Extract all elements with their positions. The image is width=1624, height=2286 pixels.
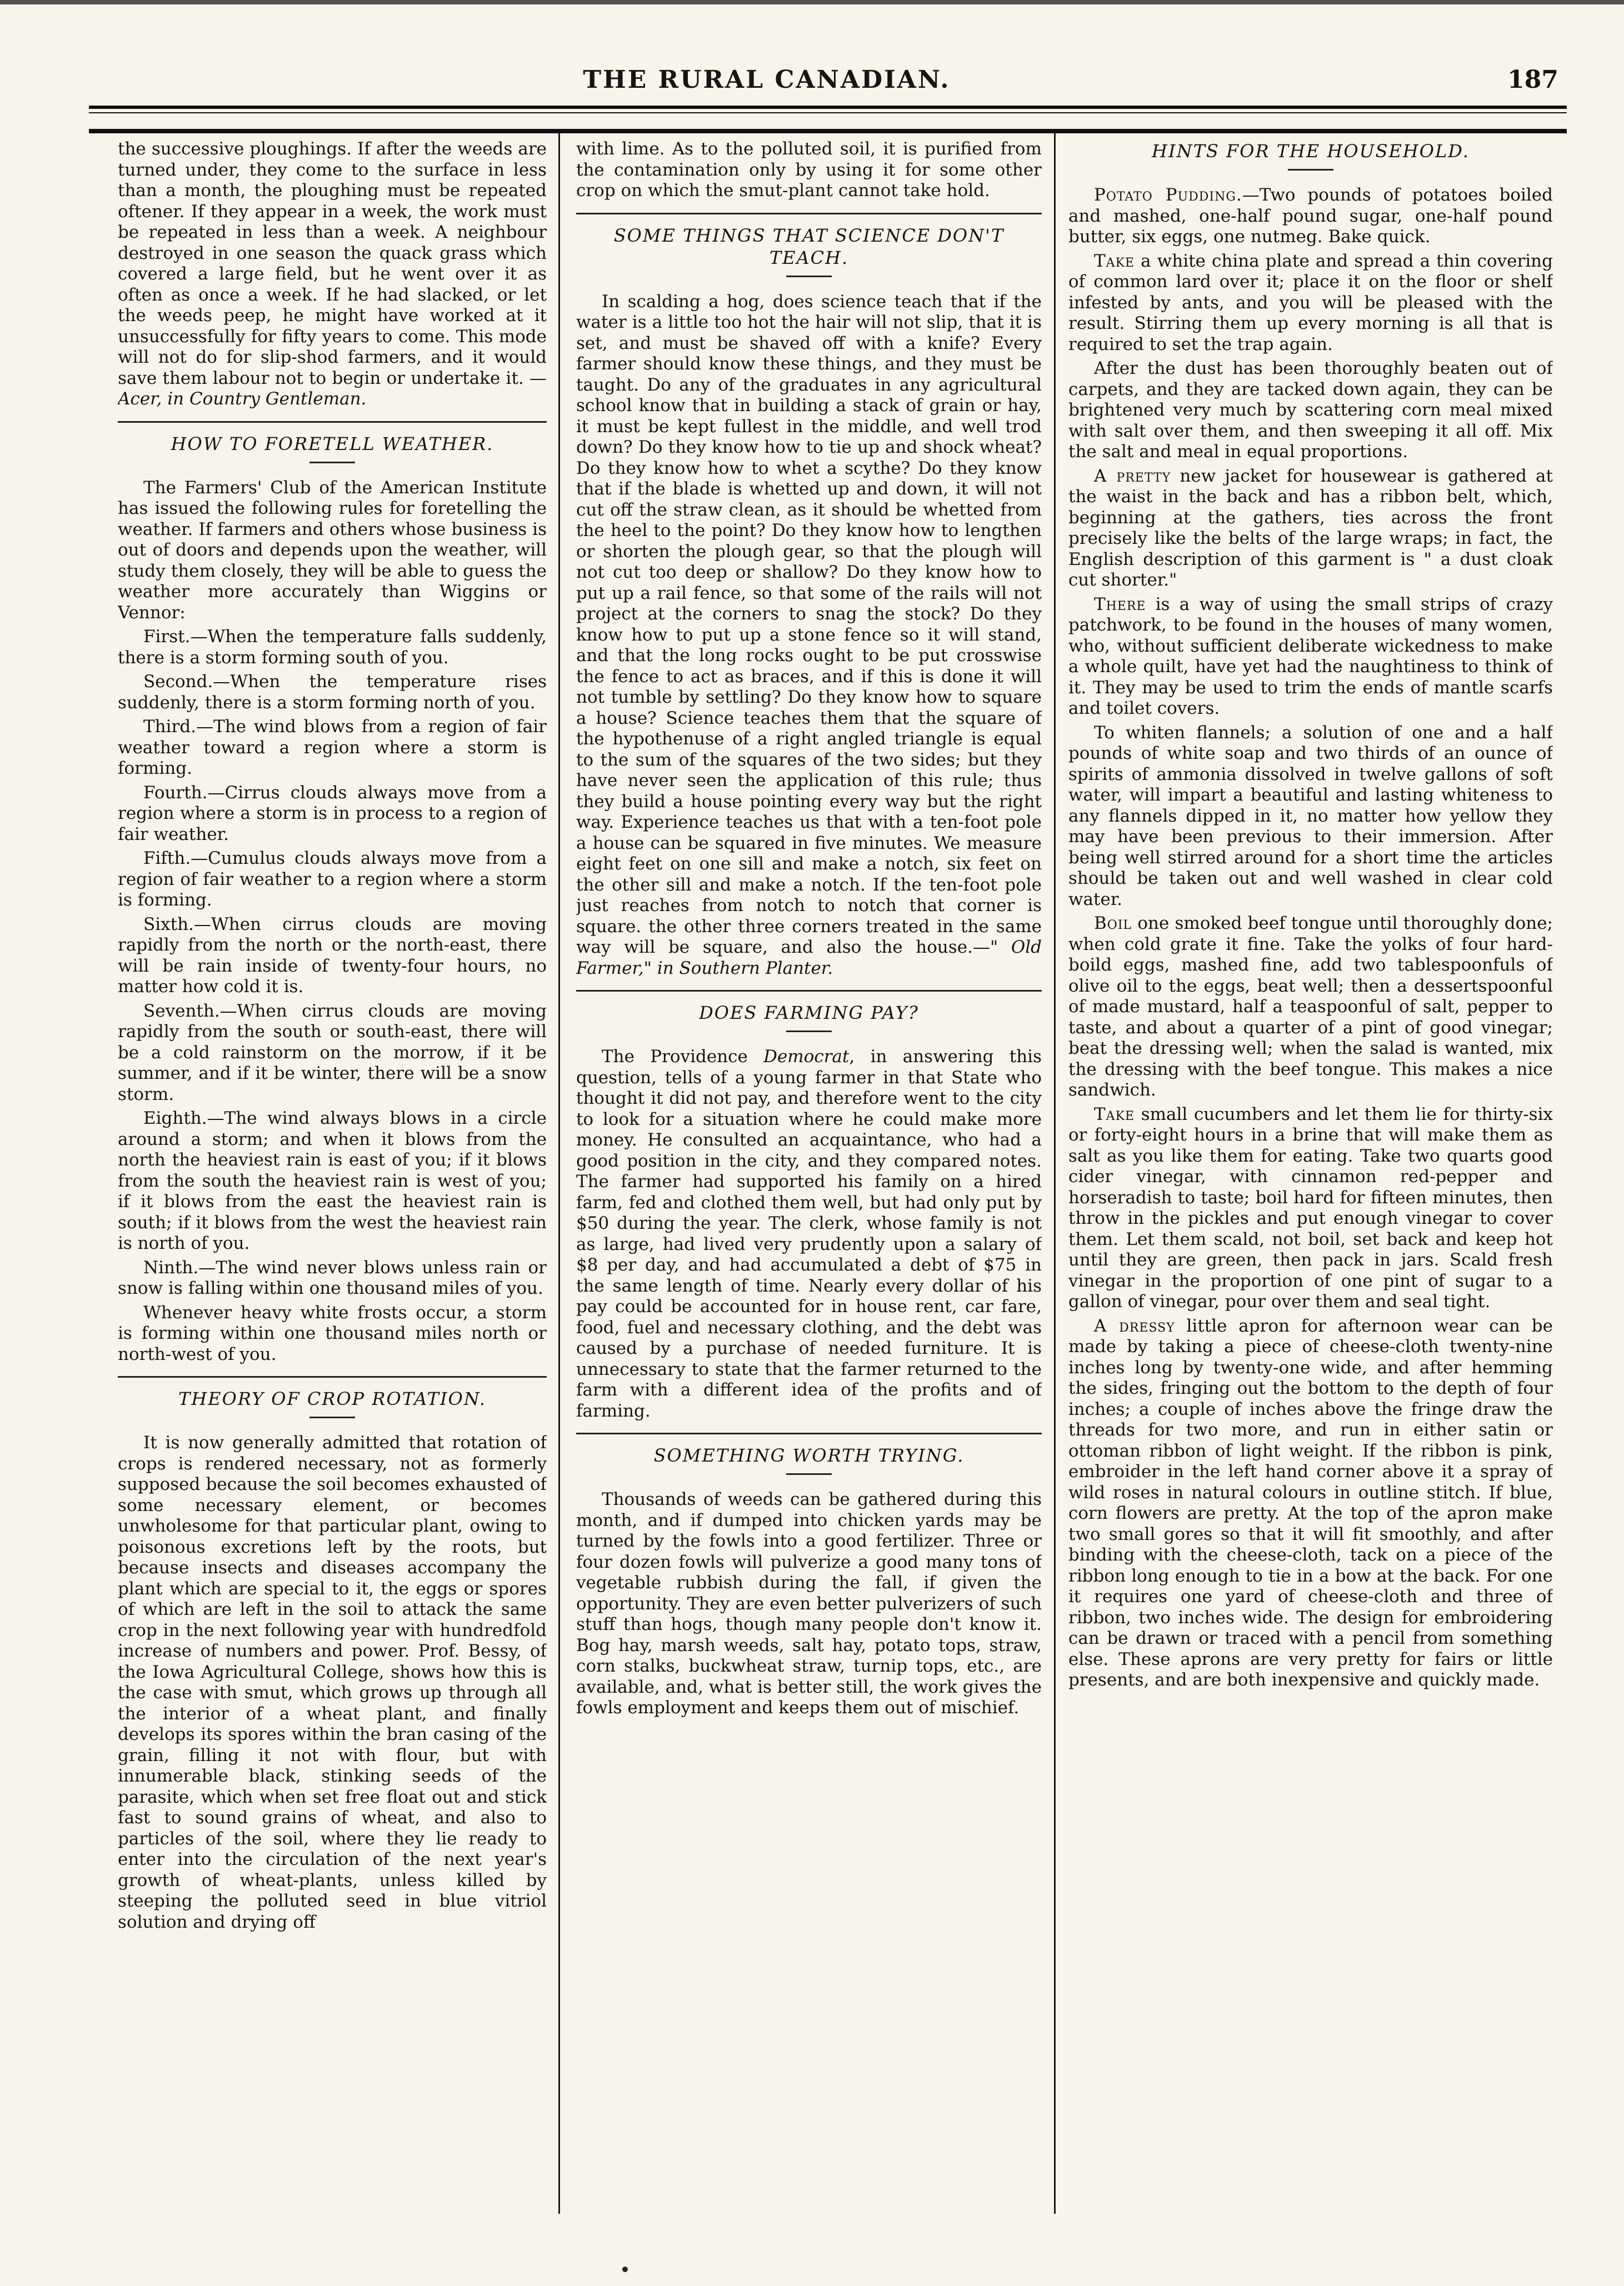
heading-rule [1288, 169, 1333, 171]
household-hint: After the dust has been thoroughly beaten out of carpets, and they are tacked down again, they can be brightened very much by scattering corn meal mixed with salt over them, and then sweeping it all off. Mix the salt and meal in equal proportions. [1068, 358, 1553, 462]
heading-rule [309, 1417, 355, 1418]
household-hint: Boil one smoked beef tongue until thoroughly done; when cold grate it fine. Take the yolks of four hard-boild eggs, mashed fine, add two tablespoonfuls of olive oil to the eggs, beat well; then a dessertspoonful of made mustard, half a teaspoonful of salt, pepper to taste, and about a quarter of a pint of good vinegar; beat the dressing well; when the salad is wanted, mix the dressing with the beef tongue. This makes a nice sandwich. [1068, 913, 1553, 1100]
article-paragraph: The Farmers' Club of the American Institute has issued the following rules for foretelling the weather. If farmers and others whose business is out of doors and depends upon the weather, will study them closely, they will be able to guess the weather more accurately than Wiggins or Vennor: [118, 477, 547, 623]
running-head [100, 58, 1581, 104]
article-source: —" Old Farmer," in Southern Planter. [576, 937, 1042, 978]
hint-lead: Boil [1094, 913, 1132, 933]
household-hint: There is a way of using the small strips of crazy patchwork, to be found in the houses of many women, who, without sufficient deliberate wickedness to make a whole quilt, have yet had the naughtiness to think of it. They may be used to trim the ends of mantle scarfs and toilet covers. [1068, 594, 1553, 718]
household-hint: Take a white china plate and spread a thin covering of common lard over it; place it on the floor or shelf infested by ants, and you will be pleased with the result. Stirring them up every morning is all that is required to set the trap again. [1068, 251, 1553, 354]
household-hint: A pretty new jacket for housewear is gathered at the waist in the back and has a ribbon belt, which, beginning at the gathers, ties across the front precisely like the belts of the large wraps; in fact, the English description of this garment is " a dust cloak cut shorter." [1068, 466, 1553, 590]
article-heading: SOME THINGS THAT SCIENCE DON'T TEACH. [613, 224, 1005, 268]
section-rule [576, 213, 1042, 214]
hint-lead: Potato Pudding. [1094, 185, 1242, 205]
section-rule [118, 421, 547, 423]
article-paragraph: It is now generally admitted that rotation of crops is rendered necessary, not as formerly supposed because the soil becomes exhausted of some necessary element, or becomes unwholesome for that particular plant, owing to poisonous excretions left by the roots, but because insects and diseases accompany the plant which are special to it, the eggs or spores of which are left in the soil to attack the same crop in the next following year with hundredfold increase of numbers and power. Prof. Bessy, of the Iowa Agricultural College, shows how this is the case with smut, which grows up through all the interior of a wheat plant, and finally develops its spores within the bran casing of the grain, filling it not with flour, but with innumerable black, stinking seeds of the parasite, which when set free float out and stick fast to sound grains of wheat, and also to particles of the soil, where they lie ready to enter into the circulation of the next year's growth of wheat-plants, unless killed by steeping the polluted seed in blue vitriol solution and drying off [118, 1433, 547, 1932]
section-rule [576, 990, 1042, 992]
article-heading: HOW TO FORETELL WEATHER. [171, 433, 494, 454]
article-heading: SOMETHING WORTH TRYING. [653, 1445, 965, 1466]
household-hint: To whiten flannels; a solution of one and a half pounds of white soap and two thirds of an ounce of spirits of ammonia dissolved in twelve gallons of soft water, will impart a beautiful and lasting whiteness to any flannels dipped in it, no matter how yellow they may have been previous to their immersion. After being well stirred around for a short time the articles should be taken out and well washed in clear cold water. [1068, 722, 1553, 909]
column-2 [576, 139, 1042, 2200]
article-paragraph: In scalding a hog, does science teach that if the water is a little too hot the hair will not slip, that it is set, and must be shaved off with a knife? Every farmer should know these things, and they must be taught. Do any of the graduates in any agricultural school know that in building a stack of grain or hay, it must be kept fullest in the middle, and well trod down? Do they know how to tie up and shock wheat? Do they know how to whet a scythe? Do they know that if the blade is whetted up and down, it will not cut off the straw clean, as it should be whetted from the heel to the point? Do they know how to lengthen or shorten the plough gear, so that the plough will not cut too deep or shallow? Do they know how to put up a rail fence, so that some of the rails will not project at the corners to snag the stock? Do they know how to put up a stone fence so it will stand, and that the long rocks ought to be put crosswise the fence to act as braces, and if this is done it will not tumble by settling? Do they know how to square a house? Science teaches them that the square of the hypothenuse of a right angled triangle is equal to the sum of the squares of the two sides; but they have never seen the application of this rule; thus they build a house pointing every way but the right way. Experience teaches us that with a ten-foot pole a house can be squared in five minutes. We measure eight feet on one sill and make a notch, six feet on the other sill and make a notch. If the ten-foot pole just reaches from notch to notch that corner is square. the other three corners treated in the same way will be square, and also the house.—" Old Farmer," in Southern Planter. [576, 291, 1042, 978]
scan-edge [0, 0, 1624, 4]
weather-rule: Second.—When the temperature rises suddenly, there is a storm forming north of you. [118, 672, 547, 713]
hint-lead: A pretty [1094, 466, 1171, 486]
section-rule [576, 1433, 1042, 1434]
article-heading: DOES FARMING PAY? [699, 1002, 919, 1023]
page-number: 187 [1507, 66, 1558, 94]
weather-rule: Sixth.—When cirrus clouds are moving rapidly from the north or the north-east, there will be rain inside of twenty-four hours, no matter how cold it is. [118, 914, 547, 997]
print-mark [622, 2267, 628, 2272]
header-rule [89, 112, 1567, 113]
weather-rule: First.—When the temperature falls suddenly, there is a storm forming south of you. [118, 627, 547, 668]
weather-rule: Eighth.—The wind always blows in a circle around a storm; and when it blows from the north the heaviest rain is east of you; if it blows from the south the heaviest rain is west of you; if it blows from the east the heaviest rain is south; if it blows from the west the heaviest rain is north of you. [118, 1108, 547, 1253]
heading-rule [786, 1031, 832, 1032]
hint-lead: A dressy [1094, 1315, 1175, 1336]
heading-rule [786, 1473, 832, 1475]
newspaper-name: Democrat [763, 1047, 850, 1067]
heading-rule [786, 276, 832, 277]
article-paragraph: The Providence Democrat, in answering this question, tells of a young farmer in that State who thought it did not pay, and therefore went to the city to look for a situation where he could make more money. He consulted an acquaintance, who had a good position in the city, and they compared notes. The farmer had supported his family on a hired farm, fed and clothed them well, but had only put by $50 during the year. The clerk, whose family is not as large, had lived very prudently upon a salary of $8 per day, and had accumulated a debt of $75 in the same length of time. Nearly every dollar of his pay could be accounted for in house rent, car fare, food, fuel and necessary clothing, and the debt was caused by a purchase of needed furniture. It is unnecessary to state that the farmer returned to the farm with a different idea of the profits and of farming. [576, 1047, 1042, 1421]
weather-rule: Fifth.—Cumulus clouds always move from a region of fair weather to a region where a storm is forming. [118, 848, 547, 910]
section-rule [118, 1376, 547, 1378]
article-continuation: the successive ploughings. If after the weeds are turned under, they come to the surface in less than a month, the ploughing must be repeated oftener. If they appear in a week, the work must be repeated in less than a week. A neighbour destroyed in one season the quack grass which covered a large field, but he went over it as often as once a week. If he had slacked, or let the weeds peep, he might have worked at it unsuccessfully for fifty years to come. This mode will not do for slip-shod farmers, and it would save them labour not to begin or undertake it. —Acer, in Country Gentleman. [118, 139, 547, 409]
household-hint: A dressy little apron for afternoon wear can be made by taking a piece of cheese-cloth twenty-nine inches long by twenty-one wide, and after hemming the sides, fringing out the bottom to the depth of four inches; a couple of inches above the fringe draw the threads for two more, and run in either satin or ottoman ribbon of light weight. If the ribbon is pink, embroider in the left hand corner above it a spray of wild roses in natural colours in outline stitch. If blue, corn flowers are pretty. At the top of the apron make two small gores so that it will fit smoothly, and after binding with the cheese-cloth, tack on a piece of the ribbon long enough to tie in a bow at the back. For one it requires one yard of cheese-cloth and three of ribbon, two inches wide. The design for embroidering can be drawn or traced with a pencil from something else. These aprons are very pretty for fairs or little presents, and are both inexpensive and quickly made. [1068, 1315, 1553, 1690]
article-paragraph: Whenever heavy white frosts occur, a storm is forming within one thousand miles north or north-west of you. [118, 1302, 547, 1364]
article-heading: THEORY OF CROP ROTATION. [178, 1388, 486, 1409]
hint-lead: There [1094, 594, 1146, 614]
column-divider [558, 133, 560, 2214]
weather-rule: Seventh.—When cirrus clouds are moving rapidly from the south or south-east, there will be a cold rainstorm on the morrow, if it be summer, and if it be winter, there will be a snow storm. [118, 1001, 547, 1104]
hint-lead: Take [1094, 1104, 1135, 1124]
header-rule [89, 106, 1567, 109]
column-divider [1054, 133, 1056, 2214]
household-hint: Take small cucumbers and let them lie for thirty-six or forty-eight hours in a brine that will make them as salt as you like them for eating. Take two quarts good cider vinegar, with cinnamon red-pepper and horseradish to taste; boil hard for fifteen minutes, then throw in the pickles and put enough vinegar to cover them. Let them scald, not boil, set back and keep hot until they are green, then pack in jars. Scald fresh vinegar in the proportion of one pint of sugar to a gallon of vinegar, pour over them and seal tight. [1068, 1104, 1553, 1312]
article-source: —Acer, in Country Gentleman. [118, 368, 547, 409]
article-heading: HINTS FOR THE HOUSEHOLD. [1152, 141, 1470, 162]
hint-lead: Take [1094, 251, 1135, 271]
publication-title: THE RURAL CANADIAN. [583, 66, 951, 94]
weather-rule: Ninth.—The wind never blows unless rain or snow is falling within one thousand miles of you. [118, 1257, 547, 1298]
article-continuation: with lime. As to the polluted soil, it is purified from the contamination only by using it for some other crop on which the smut-plant cannot take hold. [576, 139, 1042, 201]
article-paragraph: Thousands of weeds can be gathered during this month, and if dumped into chicken yards may be turned by the fowls into a good fertilizer. Three or four dozen fowls will pulverize a good many tons of vegetable rubbish during the fall, if given the opportunity. They are even better pulverizers of such stuff than hogs, though many people don't know it. Bog hay, marsh weeds, salt hay, potato tops, straw, corn stalks, buckwheat straw, turnip tops, etc., are available, and, what is better still, the work gives the fowls employment and keeps them out of mischief. [576, 1489, 1042, 1718]
weather-rule: Third.—The wind blows from a region of fair weather toward a region where a storm is forming. [118, 717, 547, 778]
weather-rule: Fourth.—Cirrus clouds always move from a region where a storm is in process to a region of fair weather. [118, 782, 547, 844]
column-3 [1068, 139, 1553, 2200]
heading-rule [309, 462, 355, 463]
column-1 [118, 139, 547, 2200]
header-rule [89, 129, 1567, 133]
household-hint: Potato Pudding.—Two pounds of potatoes boiled and mashed, one-half pound sugar, one-half pound butter, six eggs, one nutmeg. Bake quick. [1068, 185, 1553, 247]
